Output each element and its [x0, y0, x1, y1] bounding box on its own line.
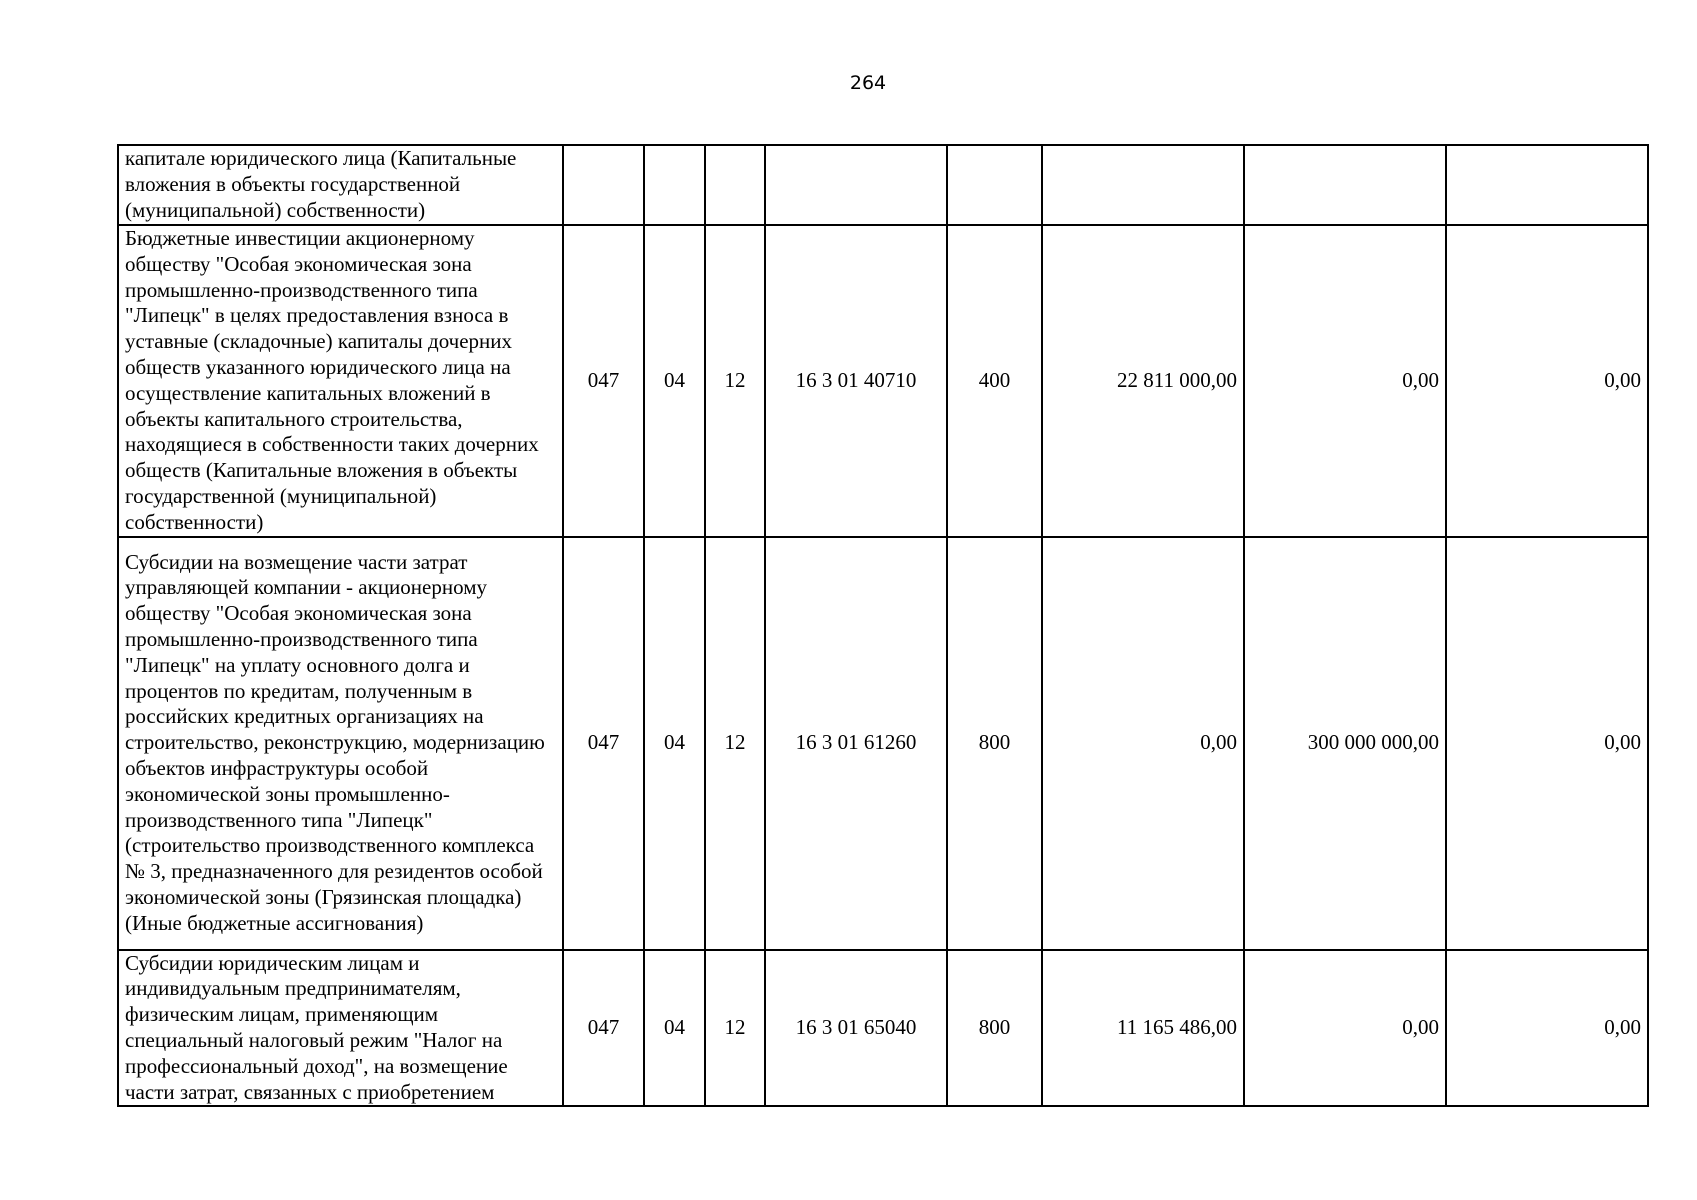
- table-row: [118, 145, 1648, 225]
- row-description: капитале юридического лица (Капитальные вложения в объекты государственной (муниципальной) собственности): [118, 145, 563, 225]
- expense-type-code: 400: [947, 225, 1042, 537]
- budget-table: [117, 144, 1649, 1107]
- sum-year-3: 0,00: [1446, 225, 1648, 537]
- sum-year-3: 0,00: [1446, 537, 1648, 950]
- grbs-code: 047: [563, 537, 644, 950]
- subsection-code: 12: [705, 537, 765, 950]
- sum-year-1: 11 165 486,00: [1042, 950, 1244, 1107]
- target-article-code: 16 3 01 61260: [765, 537, 947, 950]
- row-description: Субсидии на возмещение части затрат управляющей компании - акционерному обществу "Особая экономическая зона промышленно-производственного типа "Липецк" на уплату основного долга и процентов по кредитам, полученным в российских кредитных организациях на строительство, реконструкцию, модернизацию объектов инфраструктуры особой экономической зоны промышленно-производственного типа "Липецк" (строительство производственного комплекса № 3, предназначенного для резидентов особой экономической зоны (Грязинская площадка) (Иные бюджетные ассигнования): [118, 537, 563, 950]
- table-row: [118, 537, 1648, 950]
- grbs-code: 047: [563, 225, 644, 537]
- grbs-code: [563, 145, 644, 225]
- sum-year-3: [1446, 145, 1648, 225]
- subsection-code: 12: [705, 950, 765, 1107]
- expense-type-code: 800: [947, 950, 1042, 1107]
- section-code: 04: [644, 950, 705, 1107]
- table-row: [118, 225, 1648, 537]
- section-code: 04: [644, 537, 705, 950]
- target-article-code: [765, 145, 947, 225]
- section-code: [644, 145, 705, 225]
- sum-year-2: 300 000 000,00: [1244, 537, 1446, 950]
- table-row: [118, 950, 1648, 1107]
- sum-year-1: [1042, 145, 1244, 225]
- grbs-code: 047: [563, 950, 644, 1107]
- sum-year-2: 0,00: [1244, 950, 1446, 1107]
- target-article-code: 16 3 01 40710: [765, 225, 947, 537]
- sum-year-1: 22 811 000,00: [1042, 225, 1244, 537]
- sum-year-1: 0,00: [1042, 537, 1244, 950]
- target-article-code: 16 3 01 65040: [765, 950, 947, 1107]
- subsection-code: [705, 145, 765, 225]
- section-code: 04: [644, 225, 705, 537]
- sum-year-2: [1244, 145, 1446, 225]
- subsection-code: 12: [705, 225, 765, 537]
- sum-year-2: 0,00: [1244, 225, 1446, 537]
- sum-year-3: 0,00: [1446, 950, 1648, 1107]
- row-description: Субсидии юридическим лицам и индивидуальным предпринимателям, физическим лицам, применяющим специальный налоговый режим "Налог на профессиональный доход", на возмещение части затрат, связанных с приобретением: [118, 950, 563, 1107]
- expense-type-code: [947, 145, 1042, 225]
- expense-type-code: 800: [947, 537, 1042, 950]
- page-number: 264: [849, 72, 887, 94]
- row-description: Бюджетные инвестиции акционерному обществу "Особая экономическая зона промышленно-производственного типа "Липецк" в целях предоставления взноса в уставные (складочные) капиталы дочерних обществ указанного юридического лица на осуществление капитальных вложений в объекты капитального строительства, находящиеся в собственности таких дочерних обществ (Капитальные вложения в объекты государственной (муниципальной) собственности): [118, 225, 563, 537]
